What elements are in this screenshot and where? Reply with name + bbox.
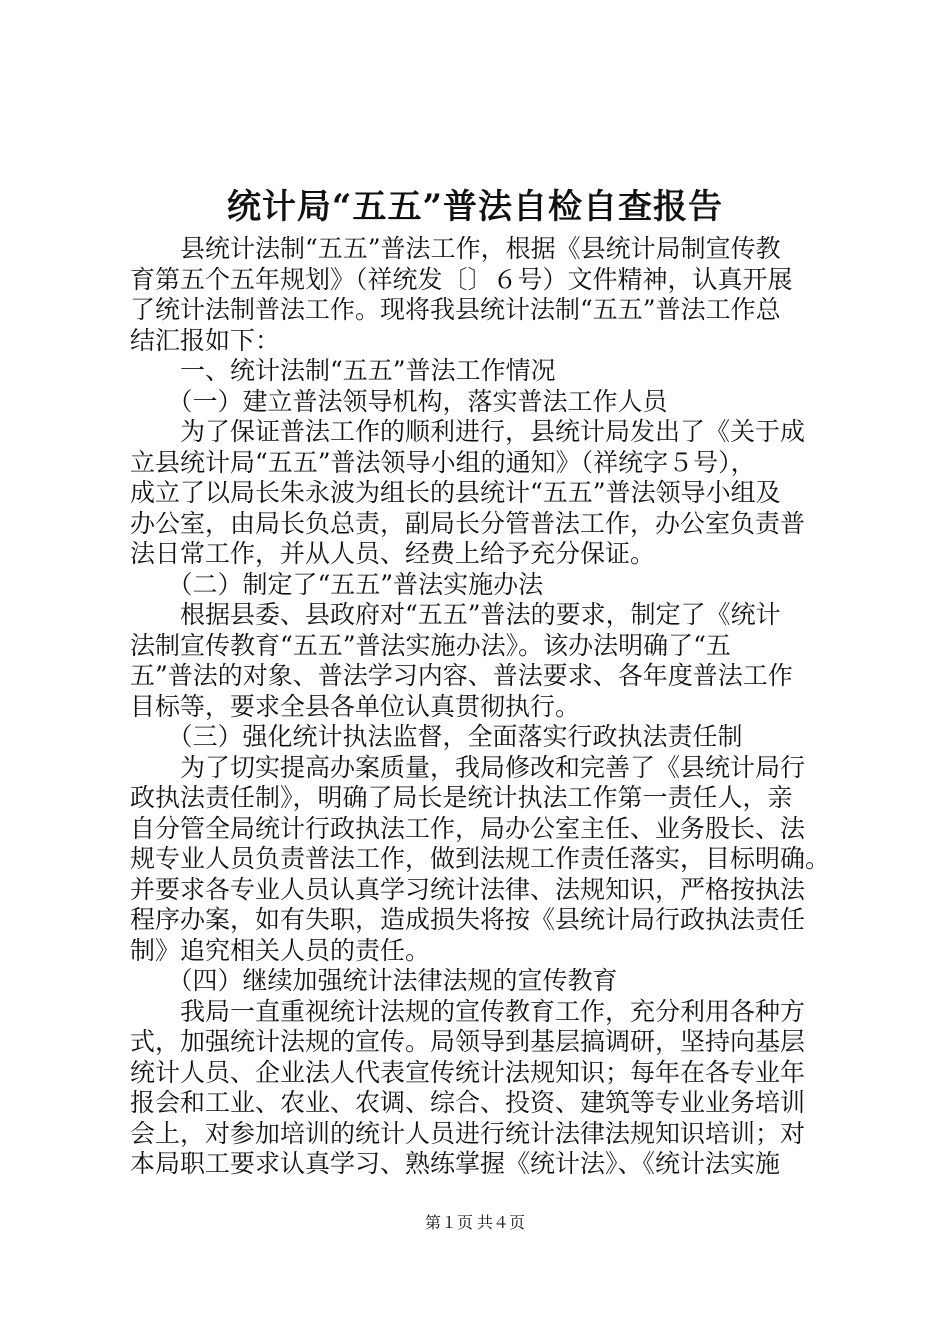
body-line: 政执法责任制》，明确了局长是统计执法工作第一责任人，亲 xyxy=(130,783,793,812)
body-line: 育第五个五年规划》（祥统发〔〕６号）文件精神，认真开展 xyxy=(130,264,793,294)
body-line: （一）建立普法领导机构，落实普法工作人员 xyxy=(130,386,668,416)
body-line: （三）强化统计执法监督，全面落实行政执法责任制 xyxy=(130,722,743,751)
body-line: 规专业人员负责普法工作，做到法规工作责任落实，目标明确。 xyxy=(130,844,831,873)
body-line: 根据县委、县政府对“五五”普法的要求，制定了《统计 xyxy=(130,600,781,629)
document-title: 统计局“五五”普法自检自查报告 xyxy=(226,187,724,227)
body-line: 立县统计局“五五”普法领导小组的通知》（祥统字５号）， xyxy=(130,447,756,477)
body-line: 式，加强统计法规的宣传。局领导到基层搞调研，坚持向基层 xyxy=(130,1027,806,1056)
body-line: 报会和工业、农业、农调、综合、投资、建筑等专业业务培训 xyxy=(130,1088,806,1117)
body-line: 自分管全局统计行政执法工作，局办公室主任、业务股长、法 xyxy=(130,813,806,843)
body-line: 并要求各专业人员认真学习统计法律、法规知识，严格按执法 xyxy=(130,874,806,904)
body-line: 我局一直重视统计法规的宣传教育工作，充分利用各种方 xyxy=(130,996,806,1026)
body-line: 程序办案，如有失职，造成损失将按《县统计局行政执法责任 xyxy=(130,905,806,934)
body-line: 为了切实提高办案质量，我局修改和完善了《县统计局行 xyxy=(130,752,806,782)
body-line: （二）制定了“五五”普法实施办法 xyxy=(130,569,544,599)
body-line: 目标等，要求全县各单位认真贯彻执行。 xyxy=(130,691,581,721)
body-line: 制》追究相关人员的责任。 xyxy=(130,935,431,965)
body-line: 成立了以局长朱永波为组长的县统计“五五”普法领导小组及 xyxy=(130,478,781,507)
body-line: 本局职工要求认真学习、熟练掌握《统计法》、《统计法实施 xyxy=(130,1149,781,1178)
body-line: 会上，对参加培训的统计人员进行统计法律法规知识培训；对 xyxy=(130,1118,806,1148)
body-line: （四）继续加强统计法律法规的宣传教育 xyxy=(130,966,618,995)
body-line: 县统计法制“五五”普法工作，根据《县统计局制宣传教 xyxy=(130,234,781,263)
page-footer: 第１页 共４页 xyxy=(424,1215,525,1232)
body-line: 法制宣传教育“五五”普法实施办法》。该办法明确了“五 xyxy=(130,630,731,660)
body-line: 五”普法的对象、普法学习内容、普法要求、各年度普法工作 xyxy=(130,661,793,690)
body-line: 法日常工作，并从人员、经费上给予充分保证。 xyxy=(130,539,656,568)
body-line: 一、统计法制“五五”普法工作情况 xyxy=(130,356,556,385)
body-line: 了统计法制普法工作。现将我县统计法制“五五”普法工作总 xyxy=(130,295,781,324)
body-line: 结汇报如下： xyxy=(130,325,281,355)
body-line: 统计人员、企业法人代表宣传统计法规知识；每年在各专业年 xyxy=(130,1057,806,1087)
body-line: 办公室，由局长负总责，副局长分管普法工作，办公室负责普 xyxy=(130,508,806,538)
body-line: 为了保证普法工作的顺利进行，县统计局发出了《关于成 xyxy=(130,417,806,446)
document-body xyxy=(130,234,835,1180)
